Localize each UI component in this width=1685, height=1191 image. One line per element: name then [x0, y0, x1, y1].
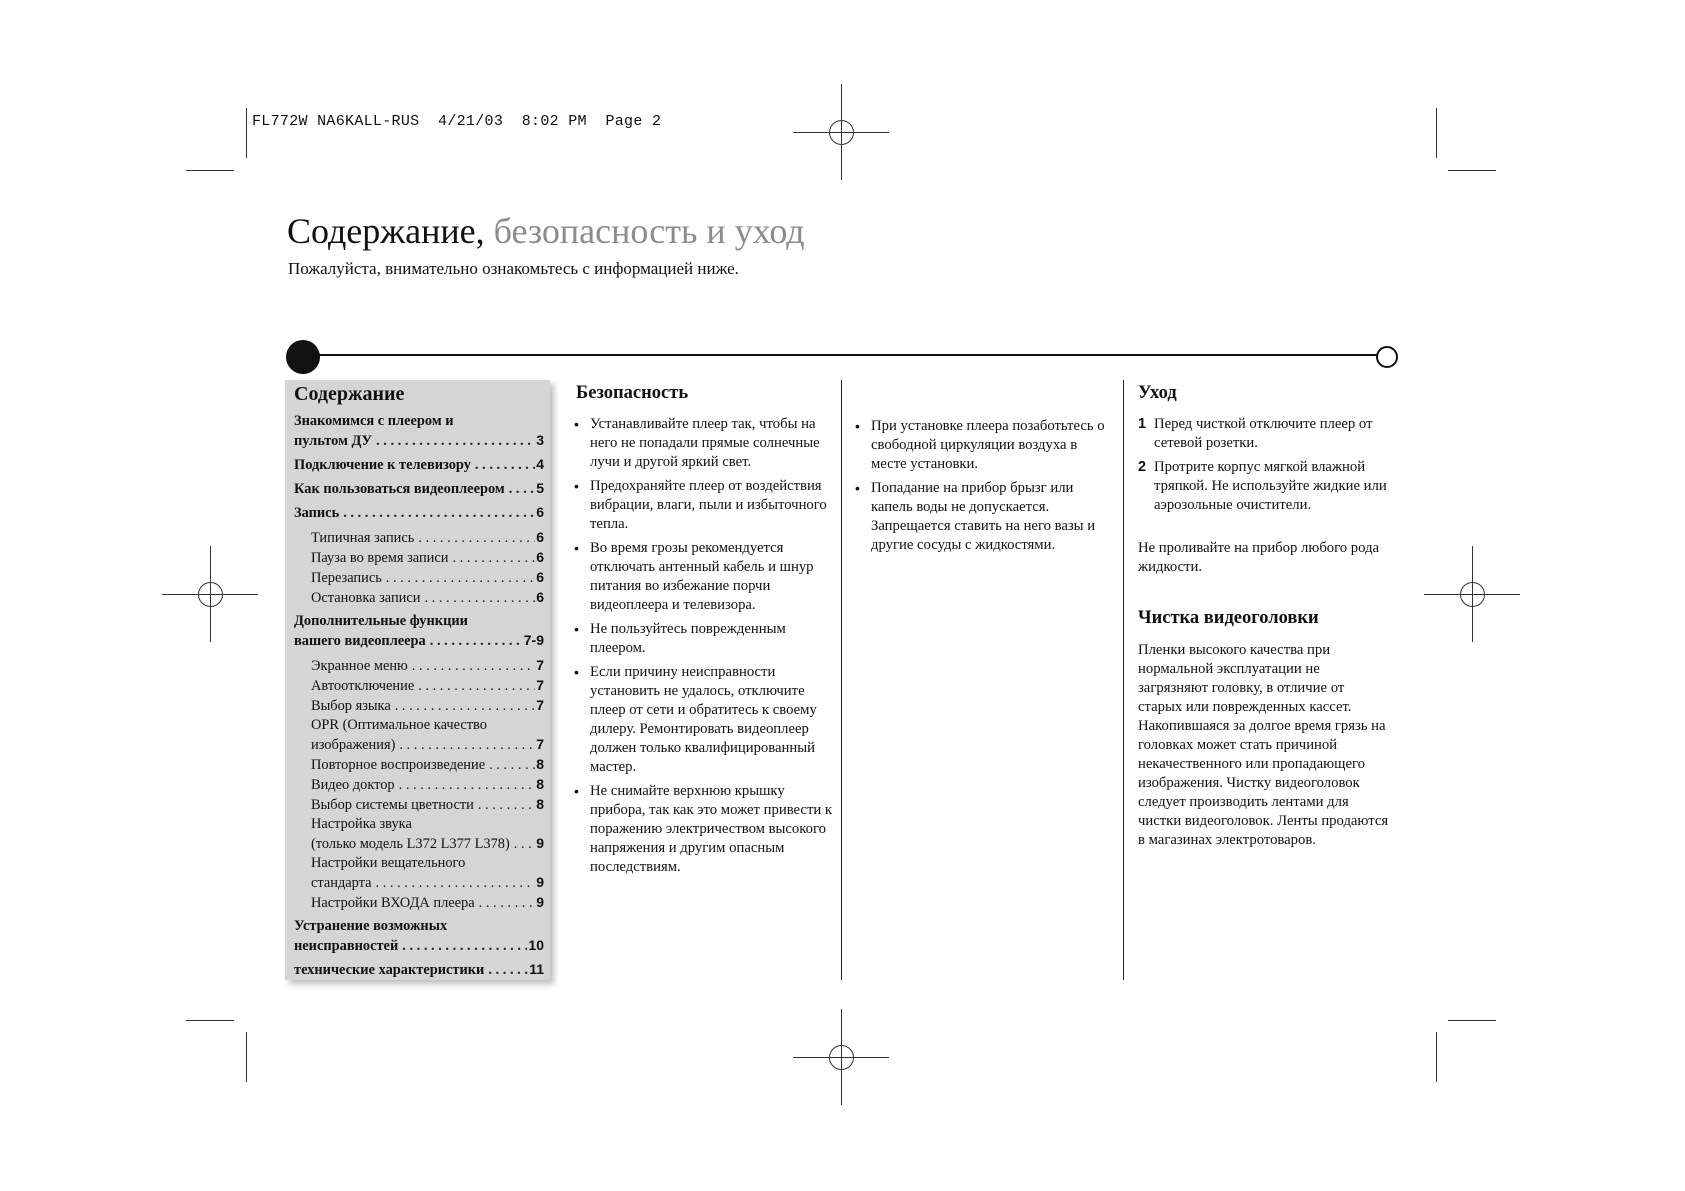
- toc-item-label: Подключение к телевизору: [294, 457, 471, 473]
- toc-item: [294, 795, 544, 815]
- toc-list: [294, 412, 544, 980]
- crop-mark: [1448, 170, 1496, 171]
- care-step-number: 2: [1138, 459, 1147, 475]
- toc-item: [294, 479, 544, 499]
- toc-page-number: 7-9: [523, 632, 544, 648]
- toc-item: [294, 455, 544, 475]
- crop-mark: [246, 108, 247, 158]
- toc-leader-dots: [395, 697, 535, 716]
- rule-dot-filled: [286, 340, 320, 374]
- head-cleaning-text: Пленки высокого качества при нормальной эксплуатации не загрязняют головку, в отличие от старых или поврежденных кассет. Накопившаяся за долгое время грязь на головках может стать причиной некачественного или пропадающего изображения. Чистку видеоголовок следует производить лентами для чистки видеоголовок. Ленты продаются в магазинах электротоваров.: [1138, 642, 1389, 848]
- care-step: [1138, 415, 1398, 453]
- crop-mark: [1448, 1020, 1496, 1021]
- toc-page-number: 6: [536, 504, 544, 520]
- toc-leader-dots: [386, 569, 535, 588]
- toc-page-number: 8: [536, 756, 544, 772]
- care-heading: Уход: [1138, 383, 1177, 403]
- toc-page-number: 6: [536, 569, 544, 585]
- toc-leader-dots: [509, 480, 536, 499]
- toc-item-line: [294, 612, 544, 631]
- toc-page-number: 11: [529, 961, 544, 977]
- care-note: Не проливайте на прибор любого рода жидкости.: [1138, 540, 1380, 575]
- toc-item: [294, 893, 544, 913]
- safety-list-2: [855, 417, 1115, 560]
- toc-item: [294, 631, 544, 651]
- registration-mark: [793, 84, 889, 180]
- page-title-rest: безопасность и уход: [493, 211, 805, 251]
- toc-leader-dots: [514, 835, 535, 854]
- toc-item: [294, 735, 544, 755]
- toc-leader-dots: [424, 589, 535, 608]
- toc-heading: Содержание: [294, 383, 405, 405]
- toc-item-label: Запись: [294, 505, 340, 521]
- toc-leader-dots: [430, 632, 523, 651]
- toc-item: [294, 568, 544, 588]
- toc-leader-dots: [402, 937, 527, 956]
- toc-page-number: 5: [536, 480, 544, 496]
- page-title: [287, 210, 805, 252]
- toc-item: [294, 775, 544, 795]
- page-title-main: Содержание,: [287, 211, 485, 251]
- crop-mark: [1436, 1032, 1437, 1082]
- toc-item-line: [294, 412, 544, 431]
- toc-item: [294, 696, 544, 716]
- toc-item-label: стандарта: [311, 875, 372, 891]
- toc-item-label: Автоотключение: [311, 678, 415, 694]
- toc-item-line: [294, 854, 544, 873]
- toc-item-label: Знакомимся с плеером и: [294, 413, 454, 429]
- toc-item: [294, 656, 544, 676]
- toc-item-line: [294, 815, 544, 834]
- toc-leader-dots: [475, 456, 535, 475]
- toc-page-number: 10: [528, 937, 544, 953]
- safety-bullet-item: • Во время грозы рекомендуется отключать антенный кабель и шнур питания во избежание порчи видеоплеера и телевизора.: [574, 539, 834, 615]
- safety-bullet-item: • Попадание на прибор брызг или капель воды не допускается. Запрещается ставить на него вазы и другие сосуды с жидкостями.: [855, 479, 1115, 555]
- toc-page-number: 9: [536, 874, 544, 890]
- toc-item: [294, 936, 544, 956]
- care-step-number: 1: [1138, 416, 1147, 432]
- toc-page-number: 4: [536, 456, 544, 472]
- rule-dot-open: [1376, 346, 1398, 368]
- toc-leader-dots: [418, 529, 535, 548]
- toc-leader-dots: [376, 874, 536, 893]
- page-subtitle: Пожалуйста, внимательно ознакомьтесь с информацией ниже.: [288, 259, 739, 278]
- toc-leader-dots: [489, 756, 535, 775]
- toc-item-label: Дополнительные функции: [294, 613, 468, 629]
- header-rule: [303, 354, 1386, 356]
- toc-panel: [285, 380, 550, 980]
- column-divider: [1123, 380, 1124, 980]
- toc-leader-dots: [418, 677, 535, 696]
- toc-page-number: 6: [536, 529, 544, 545]
- care-step-text: Протрите корпус мягкой влажной тряпкой. Не используйте жидкие или аэрозольные очистители.: [1154, 459, 1387, 513]
- toc-leader-dots: [479, 894, 536, 913]
- toc-page-number: 8: [536, 796, 544, 812]
- toc-page-number: 6: [536, 589, 544, 605]
- print-slug: FL772W NA6KALL-RUS 4/21/03 8:02 PM Page 2: [252, 113, 662, 130]
- toc-item: [294, 431, 544, 451]
- toc-item-line: [294, 917, 544, 936]
- toc-item-label: Выбор языка: [311, 698, 391, 714]
- safety-list-1: [574, 415, 834, 882]
- toc-page-number: 6: [536, 549, 544, 565]
- toc-page-number: 8: [536, 776, 544, 792]
- toc-leader-dots: [412, 657, 535, 676]
- crop-mark: [246, 1032, 247, 1082]
- toc-item-label: технические характеристики: [294, 962, 485, 978]
- care-step-text: Перед чисткой отключите плеер от сетевой розетки.: [1154, 416, 1373, 451]
- toc-item: [294, 528, 544, 548]
- safety-bullet-item: • Предохраняйте плеер от воздействия вибрации, влаги, пыли и избыточного тепла.: [574, 477, 834, 534]
- toc-item: [294, 960, 544, 980]
- head-cleaning-heading: Чистка видеоголовки: [1138, 608, 1319, 628]
- toc-page-number: 9: [536, 835, 544, 851]
- toc-page-number: 7: [536, 677, 544, 693]
- toc-item-label: (только модель L372 L377 L378): [311, 836, 510, 852]
- toc-item: [294, 834, 544, 854]
- toc-page-number: 9: [536, 894, 544, 910]
- toc-item-label: Настройка звука: [311, 816, 412, 832]
- toc-item: [294, 548, 544, 568]
- toc-page-number: 7: [536, 736, 544, 752]
- safety-bullet-item: • Устанавливайте плеер так, чтобы на него не попадали прямые солнечные лучи и другой яркий свет.: [574, 415, 834, 472]
- toc-item-label: пультом ДУ: [294, 433, 373, 449]
- safety-bullet-item: • При установке плеера позаботьтесь о свободной циркуляции воздуха в месте установки.: [855, 417, 1115, 474]
- safety-bullet-item: • Не снимайте верхнюю крышку прибора, так как это может привести к поражению электричеством высокого напряжения и другим опасным последствиям.: [574, 782, 834, 877]
- toc-item-label: Устранение возможных: [294, 918, 448, 934]
- toc-item-label: Типичная запись: [311, 530, 415, 546]
- toc-page-number: 7: [536, 657, 544, 673]
- toc-item-label: Остановка записи: [311, 590, 421, 606]
- toc-item: [294, 873, 544, 893]
- toc-leader-dots: [376, 432, 535, 451]
- crop-mark: [186, 170, 234, 171]
- toc-leader-dots: [478, 796, 535, 815]
- toc-item: [294, 588, 544, 608]
- toc-leader-dots: [399, 776, 536, 795]
- toc-item-label: Экранное меню: [311, 658, 408, 674]
- toc-item-label: неисправностей: [294, 938, 399, 954]
- toc-item: [294, 503, 544, 523]
- care-steps: [1138, 415, 1398, 520]
- safety-bullet-item: • Не пользуйтесь поврежденным плеером.: [574, 620, 834, 658]
- toc-leader-dots: [343, 504, 535, 523]
- care-step: [1138, 458, 1398, 515]
- toc-leader-dots: [488, 961, 528, 980]
- toc-item: [294, 676, 544, 696]
- crop-mark: [1436, 108, 1437, 158]
- toc-item-label: Настройки вещательного: [311, 855, 466, 871]
- safety-heading: Безопасность: [576, 383, 689, 403]
- toc-page-number: 7: [536, 697, 544, 713]
- registration-mark: [162, 546, 258, 642]
- toc-item-label: Перезапись: [311, 570, 382, 586]
- toc-item-label: Настройки ВХОДА плеера: [311, 895, 475, 911]
- column-divider: [841, 380, 842, 980]
- toc-item-label: вашего видеоплеера: [294, 633, 426, 649]
- toc-item-label: Выбор системы цветности: [311, 797, 474, 813]
- toc-item-label: OPR (Оптимальное качество: [311, 717, 487, 733]
- toc-item-label: Видео доктор: [311, 777, 395, 793]
- toc-item-label: Повторное воспроизведение: [311, 757, 486, 773]
- toc-item: [294, 755, 544, 775]
- registration-mark: [793, 1009, 889, 1105]
- toc-page-number: 3: [536, 432, 544, 448]
- toc-item-label: Как пользоваться видеоплеером: [294, 481, 505, 497]
- crop-mark: [186, 1020, 234, 1021]
- toc-leader-dots: [452, 549, 535, 568]
- toc-item-label: изображения): [311, 737, 396, 753]
- toc-item-line: [294, 716, 544, 735]
- toc-leader-dots: [399, 736, 535, 755]
- safety-bullet-item: • Если причину неисправности установить не удалось, отключите плеер от сети и обратитесь к своему дилеру. Ремонтировать видеоплеер должен только квалифицированный мастер.: [574, 663, 834, 777]
- registration-mark: [1424, 546, 1520, 642]
- toc-item-label: Пауза во время записи: [311, 550, 449, 566]
